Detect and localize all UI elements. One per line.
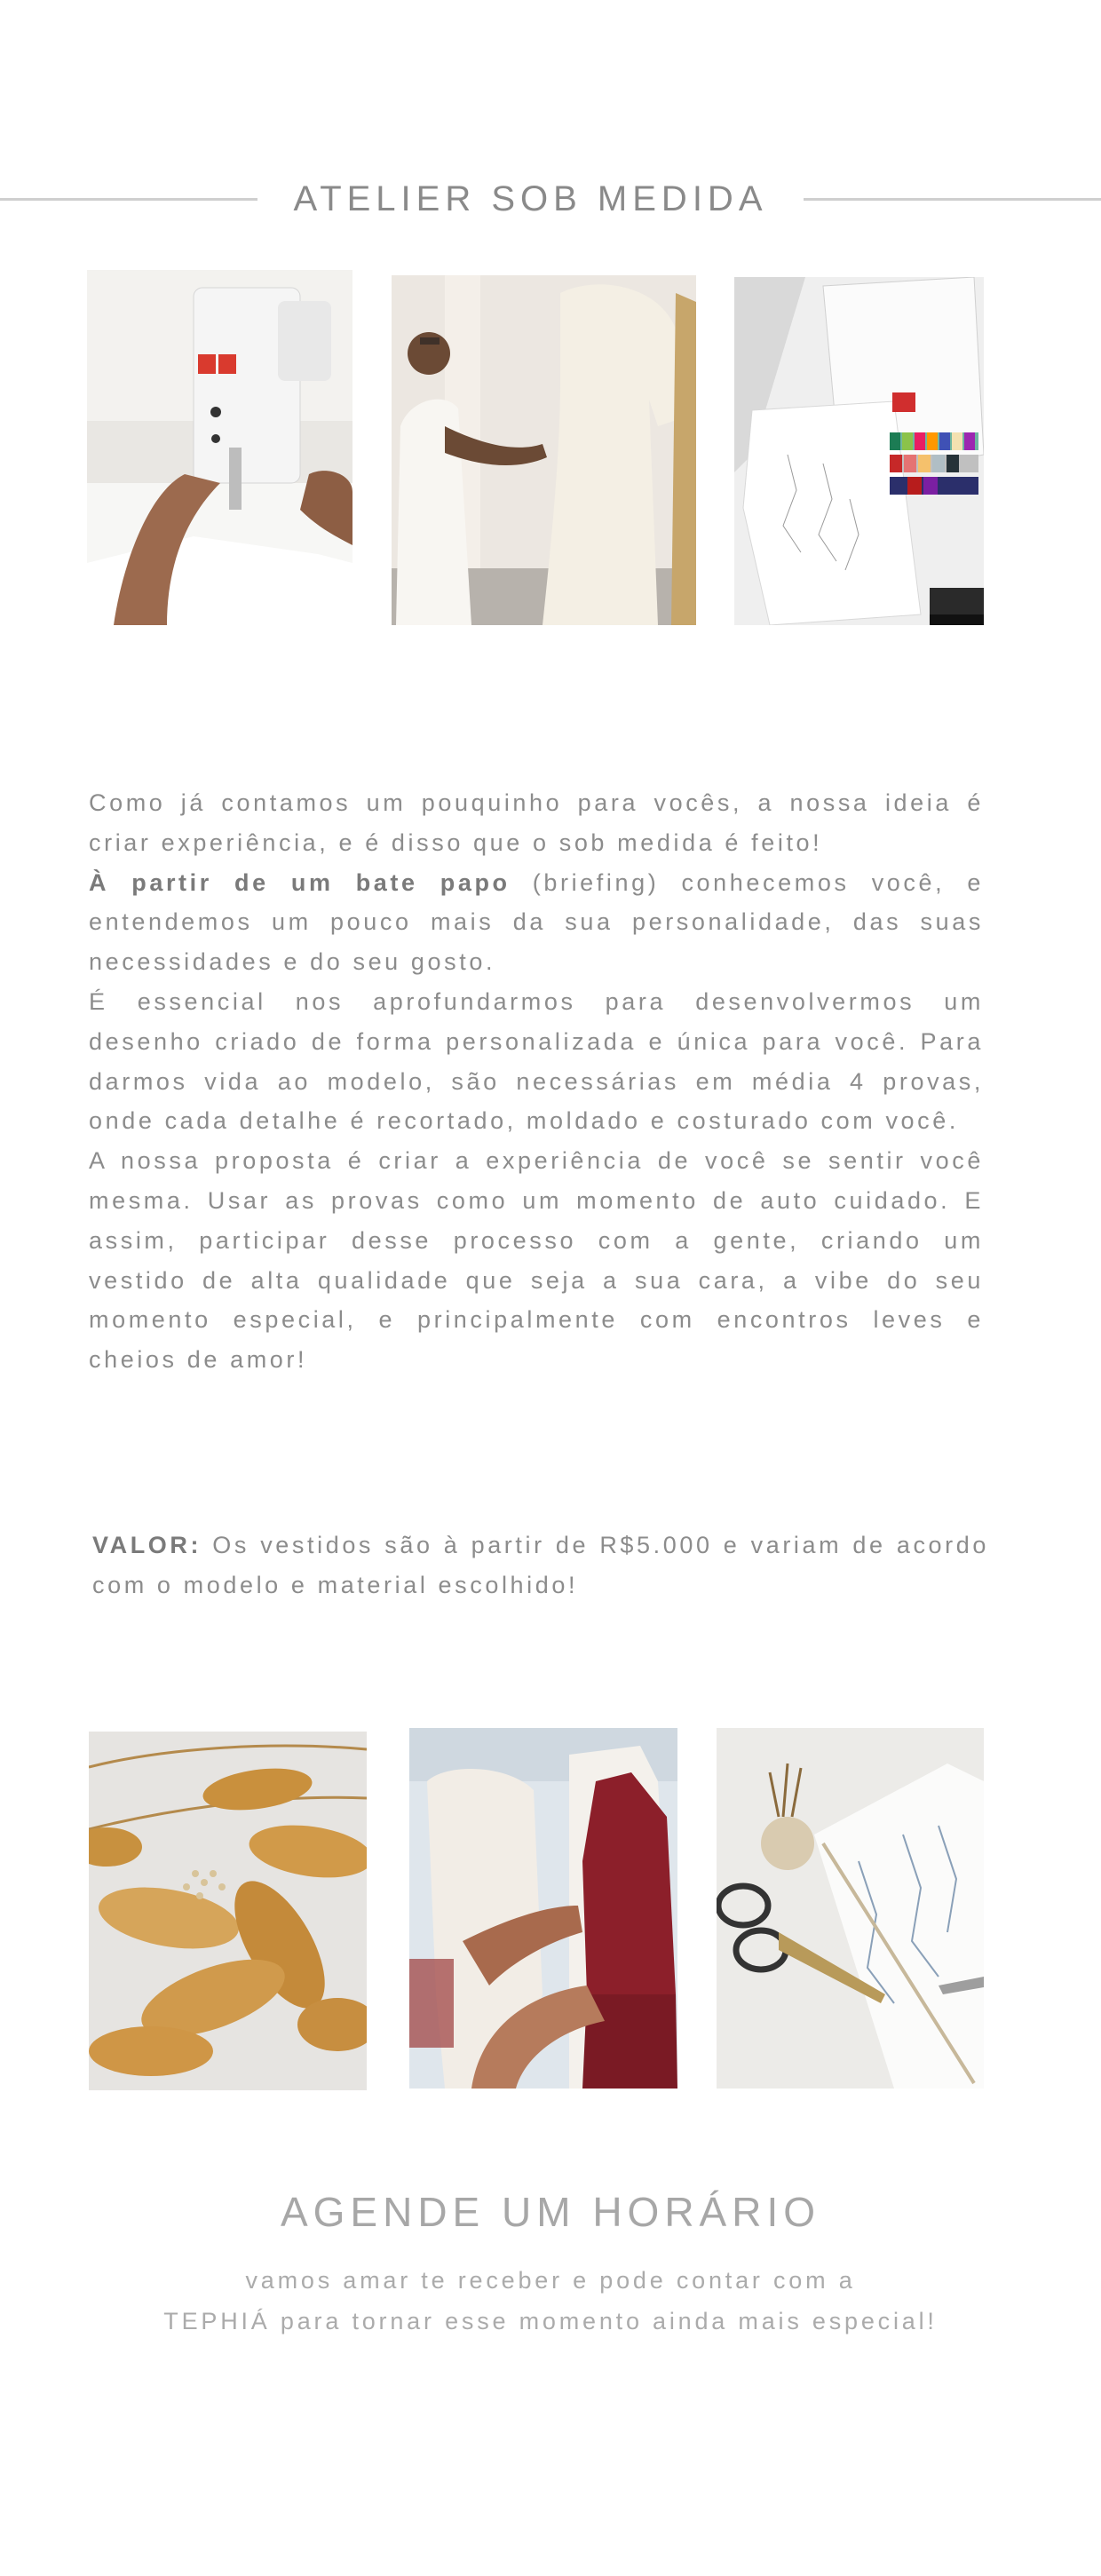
price-text: Os vestidos são à partir de R$5.000 e variam de acordo com o modelo e material escolhido! xyxy=(92,1532,989,1598)
description-text xyxy=(89,783,984,1380)
price-label: VALOR: xyxy=(92,1532,202,1558)
scissors-and-sketch-photo xyxy=(717,1728,984,2089)
header-rule-left xyxy=(0,198,257,201)
paragraph-intro: Como já contamos um pouquinho para vocês, a nossa ideia é criar experiência, e é disso que o sob medida é feito! xyxy=(89,789,984,856)
sketches-and-swatches-photo xyxy=(734,277,984,625)
cta-title: AGENDE UM HORÁRIO xyxy=(280,2189,821,2235)
paragraph-proposal: A nossa proposta é criar a experiência de você se sentir você mesma. Usar as provas como um momento de auto cuidado. E assim, participar desse processo com a gente, criando um vestido de alta qualidade que seja a sua cara, a vibe do seu momento especial, e principalmente com encontros leves e cheios de amor! xyxy=(89,1147,984,1374)
sewing-machine-photo xyxy=(87,270,352,625)
price-info xyxy=(92,1526,989,1605)
cta-subtitle-line-2: TEPHIÁ para tornar esse momento ainda mais especial! xyxy=(163,2308,938,2334)
briefing-rest: (briefing) conhecemos você, e entendemos um pouco mais da sua personalidade, das suas necessidades e do seu gosto. xyxy=(89,868,984,976)
dress-fitting-photo xyxy=(392,275,696,625)
cta-subtitle-line-1: vamos amar te receber e pode contar com a xyxy=(245,2267,856,2294)
red-dress-mannequin-photo xyxy=(409,1728,677,2089)
page-title: ATELIER SOB MEDIDA xyxy=(293,179,768,218)
section-header xyxy=(0,174,1101,224)
paragraph-briefing xyxy=(89,863,984,982)
golden-leaves-photo xyxy=(89,1732,367,2090)
header-rule-right xyxy=(804,198,1101,201)
briefing-bold: À partir de um bate papo xyxy=(89,868,511,896)
paragraph-process: É essencial nos aprofundarmos para desenvolvermos um desenho criado de forma personalizada e única para você. Para darmos vida ao modelo, são necessárias em média 4 provas, onde cada detalhe é recortado, moldado e costurado com você. xyxy=(89,987,984,1135)
